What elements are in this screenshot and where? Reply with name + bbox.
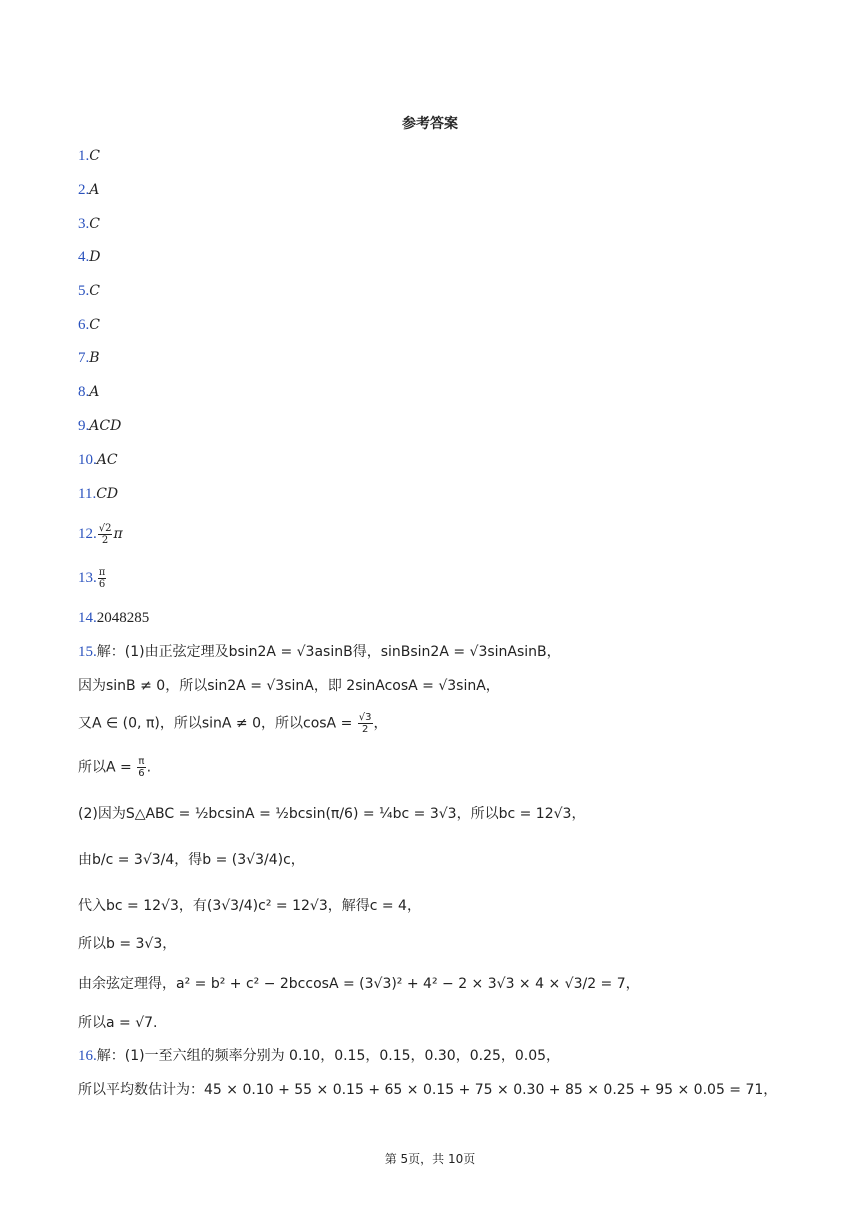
answer-number: 7. [78, 350, 90, 366]
q15-line-6: 由b/c = 3√3/4，得b = (3√3/4)c， [78, 852, 305, 868]
answer-text: 2048285 [96, 610, 150, 626]
answer-item [78, 484, 118, 504]
solution-text: ， [373, 715, 388, 732]
answer-item [78, 416, 121, 436]
answer-item [78, 564, 107, 592]
answer-text: B [89, 350, 100, 366]
answer-number: 9. [78, 418, 90, 434]
answer-item [78, 520, 123, 548]
q15-line-1 [78, 641, 561, 663]
answer-number: 12. [78, 526, 97, 542]
q15-line-10: 所以a = √7. [78, 1015, 158, 1031]
answer-text: C [89, 216, 100, 232]
answer-number: 8. [78, 384, 90, 400]
fraction-denominator: 2 [101, 534, 109, 546]
answer-number: 5. [78, 283, 90, 299]
q15-line-3 [78, 712, 388, 735]
answer-item [78, 180, 99, 200]
q15-line-5: (2)因为S△ABC = ½bcsinA = ½bcsin(π/6) = ¼bc = 3√3，所以bc = 12√3， [78, 806, 586, 822]
q15-line-7: 代入bc = 12√3，有(3√3/4)c² = 12√3，解得c = 4， [78, 898, 421, 914]
answer-item [78, 450, 118, 470]
answer-number: 14. [78, 610, 97, 626]
solution-text: 又A ∈ (0, π)，所以sinA ≠ 0，所以cosA = [78, 715, 357, 732]
solution-text: . [146, 759, 152, 776]
page-title: 参考答案 [402, 116, 458, 132]
solution-text: 解：(1)一至六组的频率分别为 0.10，0.15，0.15，0.30，0.25，0.05， [96, 1048, 561, 1064]
answer-number: 4. [78, 249, 90, 265]
answer-text: A [89, 384, 100, 400]
answer-item [78, 281, 100, 301]
answer-text: A [89, 182, 100, 198]
q16-line-2: 所以平均数估计为：45 × 0.10 + 55 × 0.15 + 65 × 0.15 + 75 × 0.30 + 85 × 0.25 + 95 × 0.05 = 71， [78, 1082, 778, 1098]
answer-fraction [98, 567, 107, 590]
answer-number: 6. [78, 317, 90, 333]
answer-item [78, 348, 100, 368]
fraction-numerator: π [138, 756, 145, 767]
fraction-numerator: √2 [98, 522, 112, 534]
answer-item [78, 247, 100, 267]
answer-item [78, 608, 149, 628]
answer-number: 11. [78, 486, 97, 502]
q15-line-2: 因为sinB ≠ 0，所以sin2A = √3sinA，即 2sinAcosA = √3sinA， [78, 678, 500, 694]
fraction-numerator: √3 [358, 712, 372, 723]
answer-text: C [89, 283, 100, 299]
q15-line-8: 所以b = 3√3， [78, 936, 177, 952]
solution-fraction [137, 756, 145, 779]
answer-item [78, 214, 100, 234]
answer-item [78, 146, 100, 166]
answer-fraction [98, 523, 113, 546]
fraction-denominator: 6 [138, 768, 145, 779]
q15-line-4 [78, 756, 151, 779]
answer-text: CD [96, 486, 119, 502]
page-footer: 第 5页，共 10页 [384, 1152, 476, 1166]
solution-text: 解：(1)由正弦定理及bsin2A = √3asinB得，sinBsin2A = √3sinAsinB， [96, 644, 561, 660]
fraction-denominator: 2 [361, 724, 369, 735]
answer-text: π [113, 526, 123, 542]
solution-text: 所以A = [78, 759, 137, 776]
answer-item [78, 315, 100, 335]
answer-number: 10. [78, 452, 97, 468]
fraction-numerator: π [98, 566, 106, 578]
answer-number: 16. [78, 1048, 97, 1064]
answer-number: 15. [78, 644, 97, 660]
answer-number: 2. [78, 182, 90, 198]
fraction-denominator: 6 [98, 578, 106, 590]
q15-line-9: 由余弦定理得，a² = b² + c² − 2bccosA = (3√3)² + 4² − 2 × 3√3 × 4 × √3/2 = 7， [78, 976, 640, 992]
answer-text: AC [96, 452, 118, 468]
answer-number: 1. [78, 148, 90, 164]
solution-fraction [358, 712, 373, 735]
answer-number: 13. [78, 570, 97, 586]
answer-item [78, 382, 99, 402]
q16-line-1 [78, 1045, 560, 1067]
answer-text: C [89, 317, 100, 333]
answer-number: 3. [78, 216, 90, 232]
answer-text: ACD [89, 418, 122, 434]
answer-text: C [89, 148, 100, 164]
answer-text: D [89, 249, 101, 265]
